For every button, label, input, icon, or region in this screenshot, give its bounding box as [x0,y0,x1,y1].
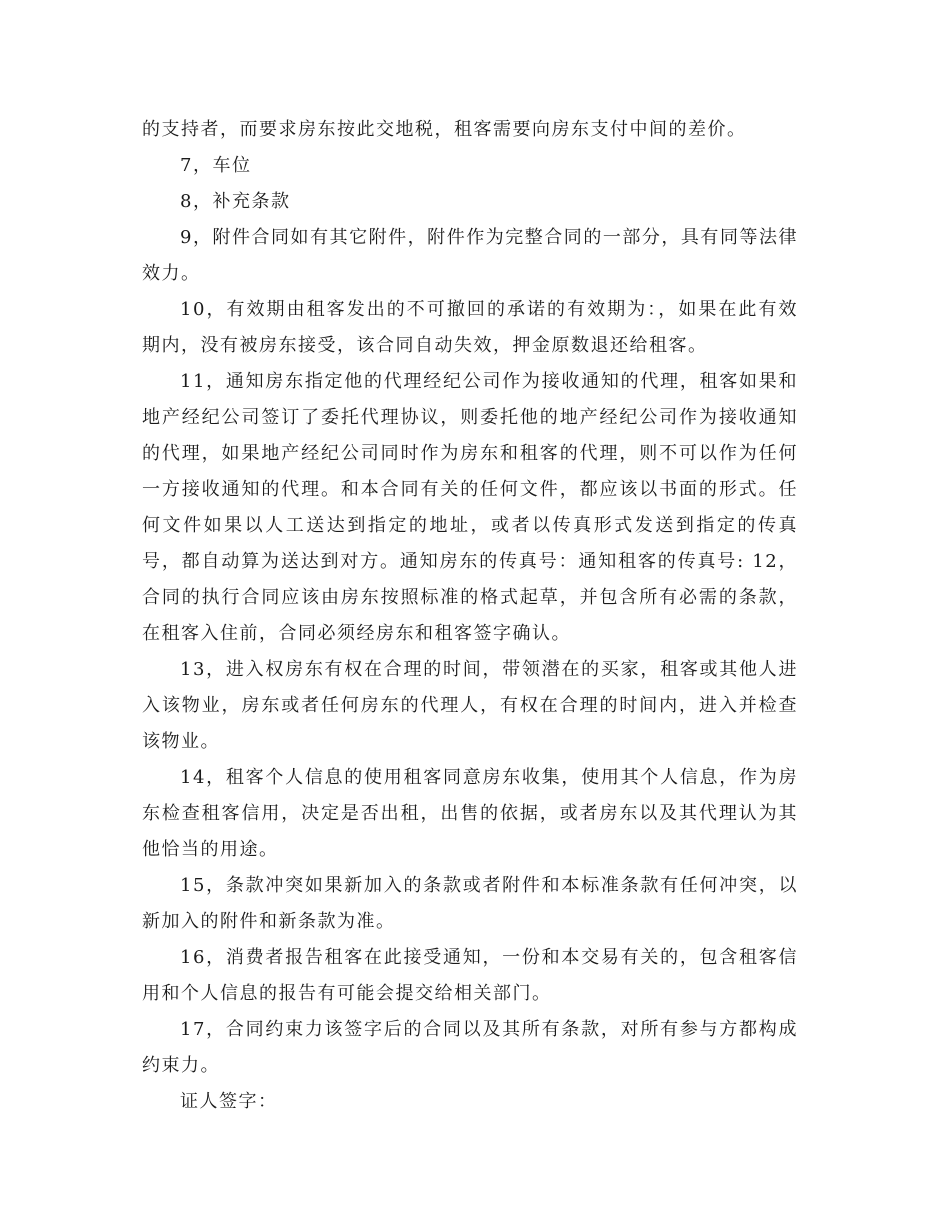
document-body [142,112,798,1120]
paragraph-validity-period: 10，有效期由租客发出的不可撤回的承诺的有效期为：，如果在此有效期内，没有被房东接受，该合同自动失效，押金原数退还给租客。 [142,299,798,356]
witness-signature-label: 证人签字： [180,1091,278,1112]
paragraph-personal-information: 14，租客个人信息的使用租客同意房东收集，使用其个人信息，作为房东检查租客信用，决定是否出租，出售的依据，或者房东以及其代理认为其他恰当的用途。 [142,767,798,860]
paragraph-notification-and-execution: 11，通知房东指定他的代理经纪公司作为接收通知的代理，租客如果和地产经纪公司签订了委托代理协议，则委托他的地产经纪公司作为接收通知的代理，如果地产经纪公司同时作为房东和租客的代理，则不可以作为任何一方接收通知的代理。和本合同有关的任何文件，都应该以书面的形式。任何文件如果以人工送达到指定的地址，或者以传真形式发送到指定的传真号，都自动算为送达到对方。通知房东的传真号：通知租客的传真号: 12，合同的执行合同应该由房东按照标准的格式起草，并包含所有必需的条款，在租客入住前，合同必须经房东和租客签字确认。 [142,371,798,644]
paragraph-conflict-of-terms: 15，条款冲突如果新加入的条款或者附件和本标准条款有任何冲突，以新加入的附件和新条款为准。 [142,875,798,932]
paragraph-binding-force: 17，合同约束力该签字后的合同以及其所有条款，对所有参与方都构成约束力。 [142,1019,798,1076]
paragraph-supplementary-terms: 8，补充条款 [180,191,291,212]
paragraph-consumer-report: 16，消费者报告租客在此接受通知，一份和本交易有关的，包含租客信用和个人信息的报告有可能会提交给相关部门。 [142,947,798,1004]
paragraph-continued-tax-clause: 的支持者，而要求房东按此交地税，租客需要向房东支付中间的差价。 [142,119,747,140]
paragraph-right-of-entry: 13，进入权房东有权在合理的时间，带领潜在的买家，租客或其他人进入该物业，房东或者任何房东的代理人，有权在合理的时间内，进入并检查该物业。 [142,659,798,752]
paragraph-parking: 7，车位 [180,155,252,176]
paragraph-attachments: 9，附件合同如有其它附件，附件作为完整合同的一部分，具有同等法律效力。 [142,227,798,284]
